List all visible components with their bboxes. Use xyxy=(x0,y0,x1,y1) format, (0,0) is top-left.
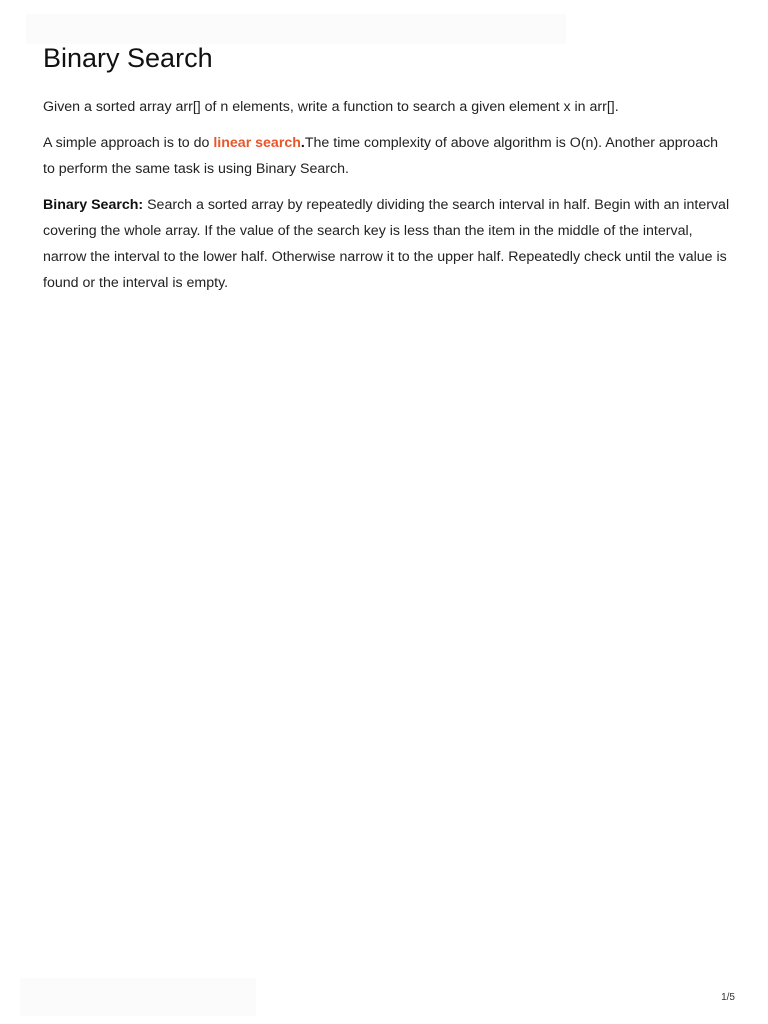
approach-period: . xyxy=(300,135,305,151)
page-number: 1/5 xyxy=(721,992,735,1003)
approach-paragraph xyxy=(43,130,733,182)
article-body xyxy=(43,94,733,306)
linear-search-link[interactable]: linear search xyxy=(213,135,301,151)
approach-rest-text: The time complexity of above algorithm is O(n). Another approach to perform the same task is using Binary Search. xyxy=(43,135,719,177)
header-shade xyxy=(26,14,566,44)
footer-shade xyxy=(20,978,256,1016)
definition-text: Search a sorted array by repeatedly dividing the search interval in half. Begin with an interval covering the whole array. If the value of the search key is less than the item in the middle of the interval, narrow the interval to the lower half. Otherwise narrow it to the upper half. Repeatedly check until the value is found or the interval is empty. xyxy=(43,197,730,291)
approach-lead-text: A simple approach is to do xyxy=(43,135,214,151)
definition-paragraph xyxy=(43,192,733,296)
intro-paragraph: Given a sorted array arr[] of n elements, write a function to search a given element x in arr[]. xyxy=(43,99,619,115)
page-title: Binary Search xyxy=(43,43,213,73)
definition-term: Binary Search: xyxy=(43,197,144,213)
